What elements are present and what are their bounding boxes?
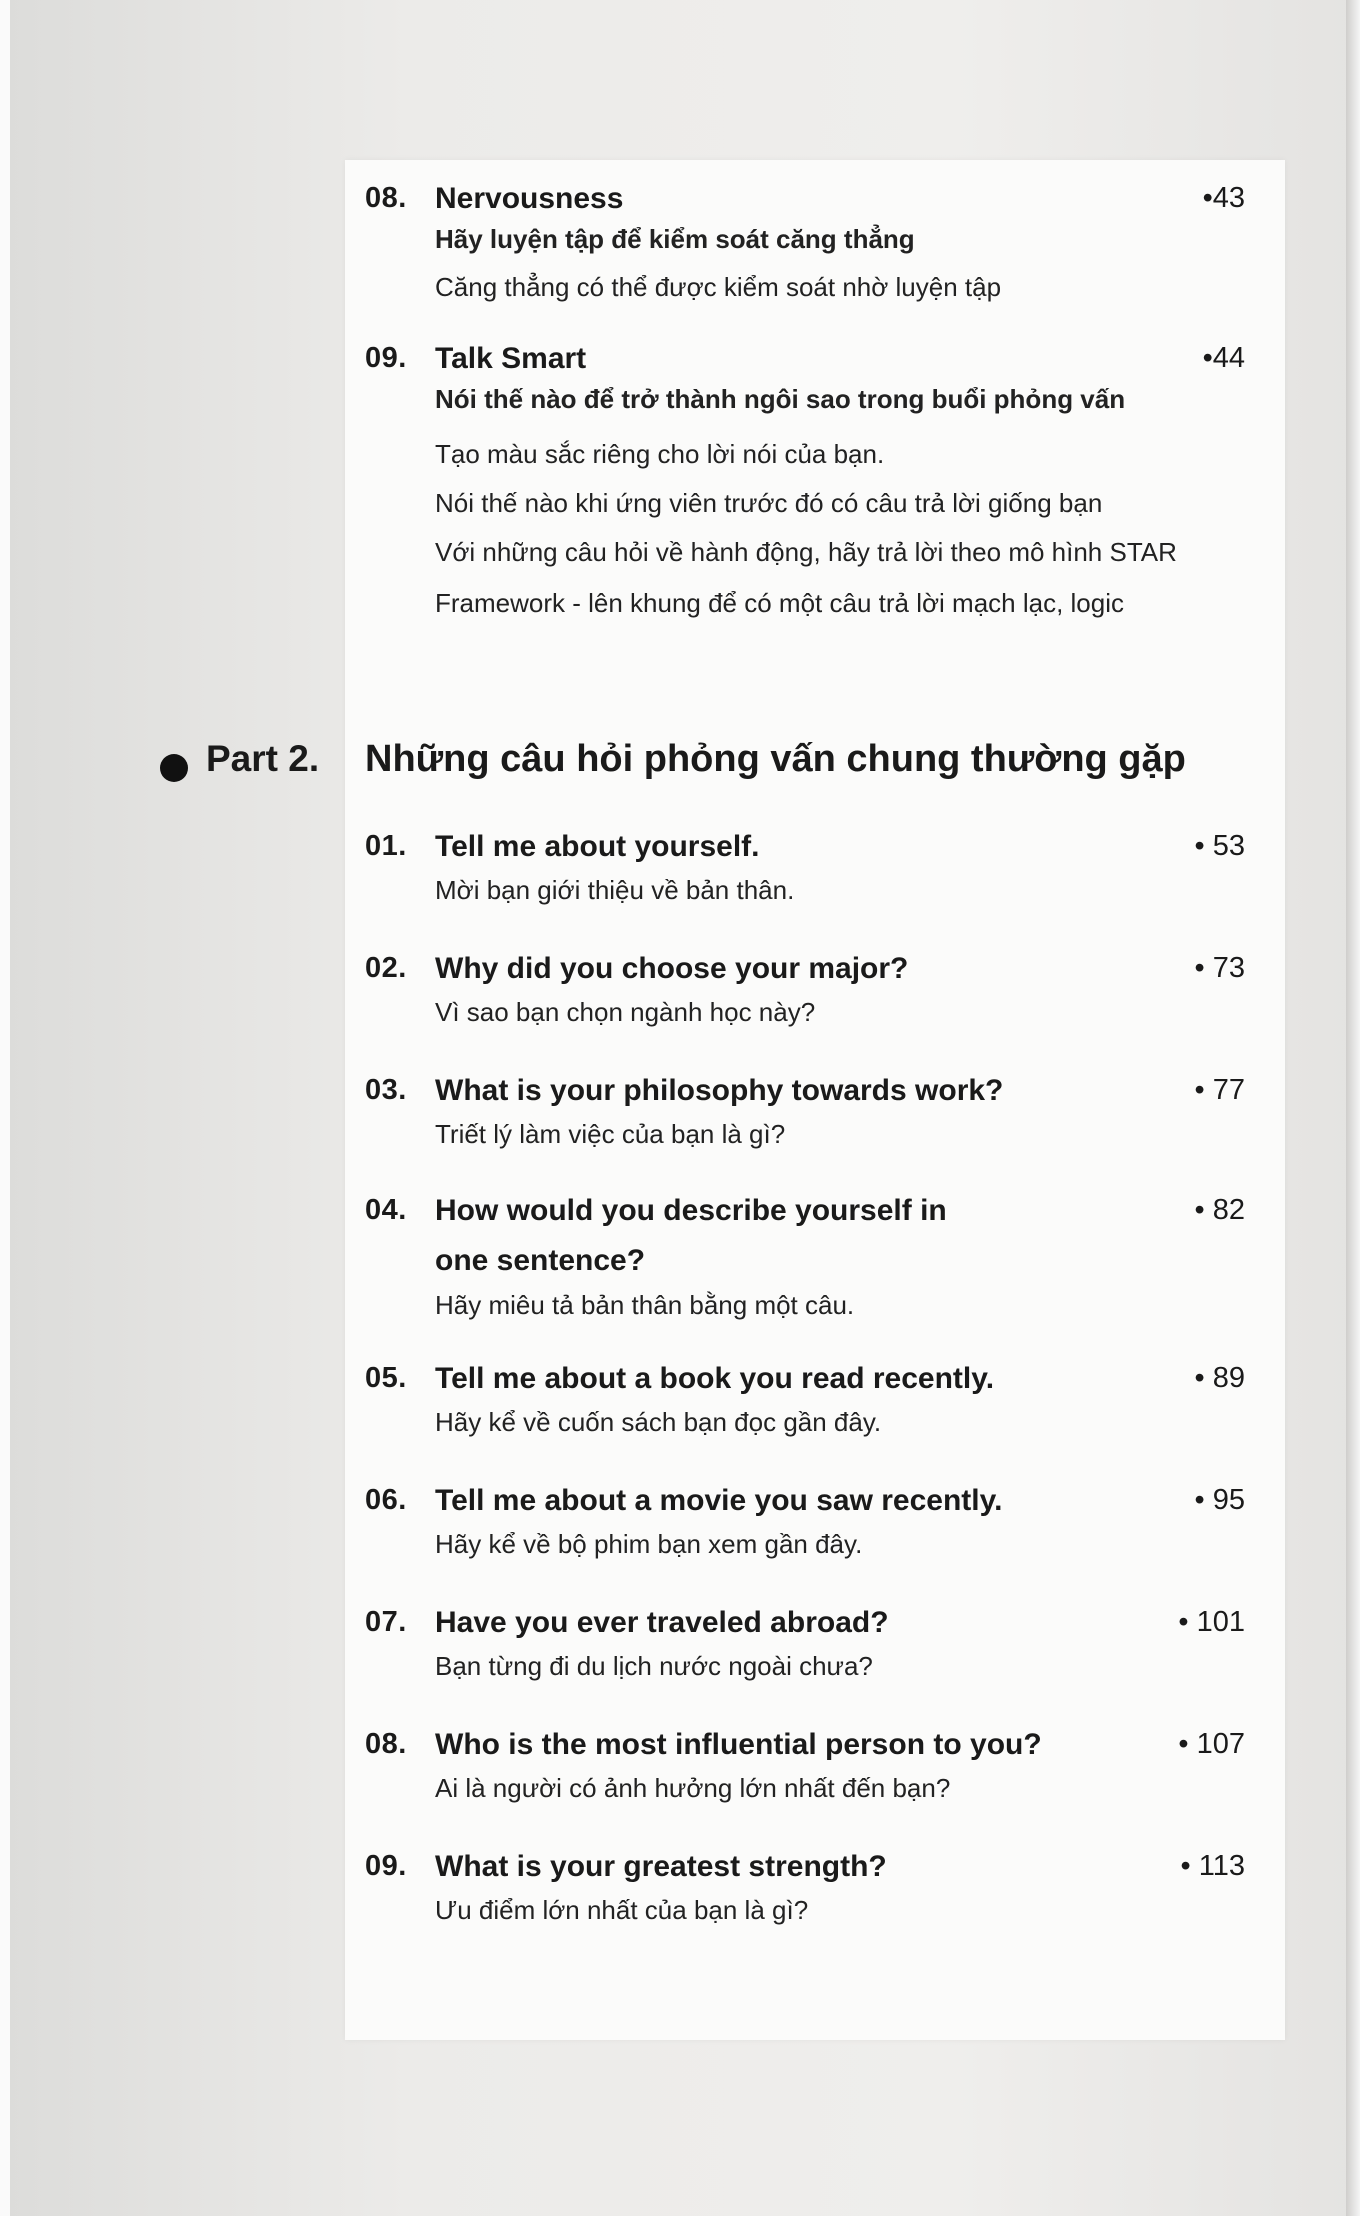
entry-subtitle: Nói thế nào để trở thành ngôi sao trong buổi phỏng vấn — [435, 384, 1126, 414]
entry-number: 06. — [365, 1484, 407, 1516]
entry-title: Why did you choose your major? — [435, 952, 909, 985]
part-2-heading — [160, 738, 1280, 798]
bullet-icon — [160, 754, 188, 782]
entry-number: 01. — [365, 830, 407, 862]
entry-title: Who is the most influential person to you? — [435, 1728, 1042, 1761]
entry-page: •43 — [1202, 182, 1245, 214]
entry-line: Nói thế nào khi ứng viên trước đó có câu trả lời giống bạn — [435, 488, 1103, 518]
part-label: Part 2. — [206, 738, 320, 779]
entry-number: 09. — [365, 1850, 407, 1882]
entry-page: •44 — [1202, 342, 1245, 374]
page-edge-left — [0, 0, 10, 2216]
entry-number: 07. — [365, 1606, 407, 1638]
entry-page: • 101 — [1178, 1606, 1245, 1638]
entry-subtitle: Hãy kể về cuốn sách bạn đọc gần đây. — [435, 1407, 882, 1437]
entry-title: Nervousness — [435, 182, 624, 215]
entry-page: • 113 — [1180, 1850, 1245, 1882]
entry-page: • 73 — [1194, 952, 1245, 984]
entry-subtitle: Hãy miêu tả bản thân bằng một câu. — [435, 1290, 855, 1320]
entry-page: • 107 — [1178, 1728, 1245, 1760]
entry-number: 03. — [365, 1074, 407, 1106]
entry-page: • 77 — [1194, 1074, 1245, 1106]
entry-subtitle: Ưu điểm lớn nhất của bạn là gì? — [435, 1895, 809, 1925]
entry-page: • 53 — [1194, 830, 1245, 862]
entry-line: Với những câu hỏi về hành động, hãy trả lời theo mô hình STAR — [435, 537, 1177, 567]
entry-title: Talk Smart — [435, 342, 587, 375]
entry-number: 08. — [365, 1728, 407, 1760]
entry-page: • 89 — [1194, 1362, 1245, 1394]
entry-line: Căng thẳng có thể được kiểm soát nhờ luyện tập — [435, 272, 1002, 302]
entry-line: Tạo màu sắc riêng cho lời nói của bạn. — [435, 439, 885, 469]
entry-title: Tell me about a book you read recently. — [435, 1362, 995, 1395]
entry-subtitle: Hãy kể về bộ phim bạn xem gần đây. — [435, 1529, 863, 1559]
entry-subtitle: Ai là người có ảnh hưởng lớn nhất đến bạn? — [435, 1773, 951, 1803]
entry-subtitle: Mời bạn giới thiệu về bản thân. — [435, 875, 795, 905]
entry-title: Tell me about a movie you saw recently. — [435, 1484, 1003, 1517]
entry-title: How would you describe yourself in — [435, 1194, 947, 1227]
entry-number: 08. — [365, 182, 407, 214]
entry-number: 09. — [365, 342, 407, 374]
entry-number: 02. — [365, 952, 407, 984]
entry-title: Tell me about yourself. — [435, 830, 760, 863]
page-edge-right — [1346, 0, 1360, 2216]
entry-title: What is your greatest strength? — [435, 1850, 887, 1883]
entry-title-continued: one sentence? — [435, 1244, 646, 1277]
entry-title: What is your philosophy towards work? — [435, 1074, 1004, 1107]
entry-title: Have you ever traveled abroad? — [435, 1606, 889, 1639]
entry-subtitle: Vì sao bạn chọn ngành học này? — [435, 997, 816, 1027]
entry-subtitle: Hãy luyện tập để kiểm soát căng thẳng — [435, 224, 915, 254]
table-of-contents-sheet — [345, 160, 1285, 2040]
entry-subtitle: Bạn từng đi du lịch nước ngoài chưa? — [435, 1651, 873, 1681]
entry-number: 04. — [365, 1194, 407, 1226]
entry-number: 05. — [365, 1362, 407, 1394]
entry-subtitle: Triết lý làm việc của bạn là gì? — [435, 1119, 786, 1149]
entry-page: • 82 — [1194, 1194, 1245, 1226]
entry-line: Framework - lên khung để có một câu trả lời mạch lạc, logic — [435, 588, 1124, 618]
entry-page: • 95 — [1194, 1484, 1245, 1516]
part-title: Những câu hỏi phỏng vấn chung thường gặp — [365, 738, 1186, 780]
